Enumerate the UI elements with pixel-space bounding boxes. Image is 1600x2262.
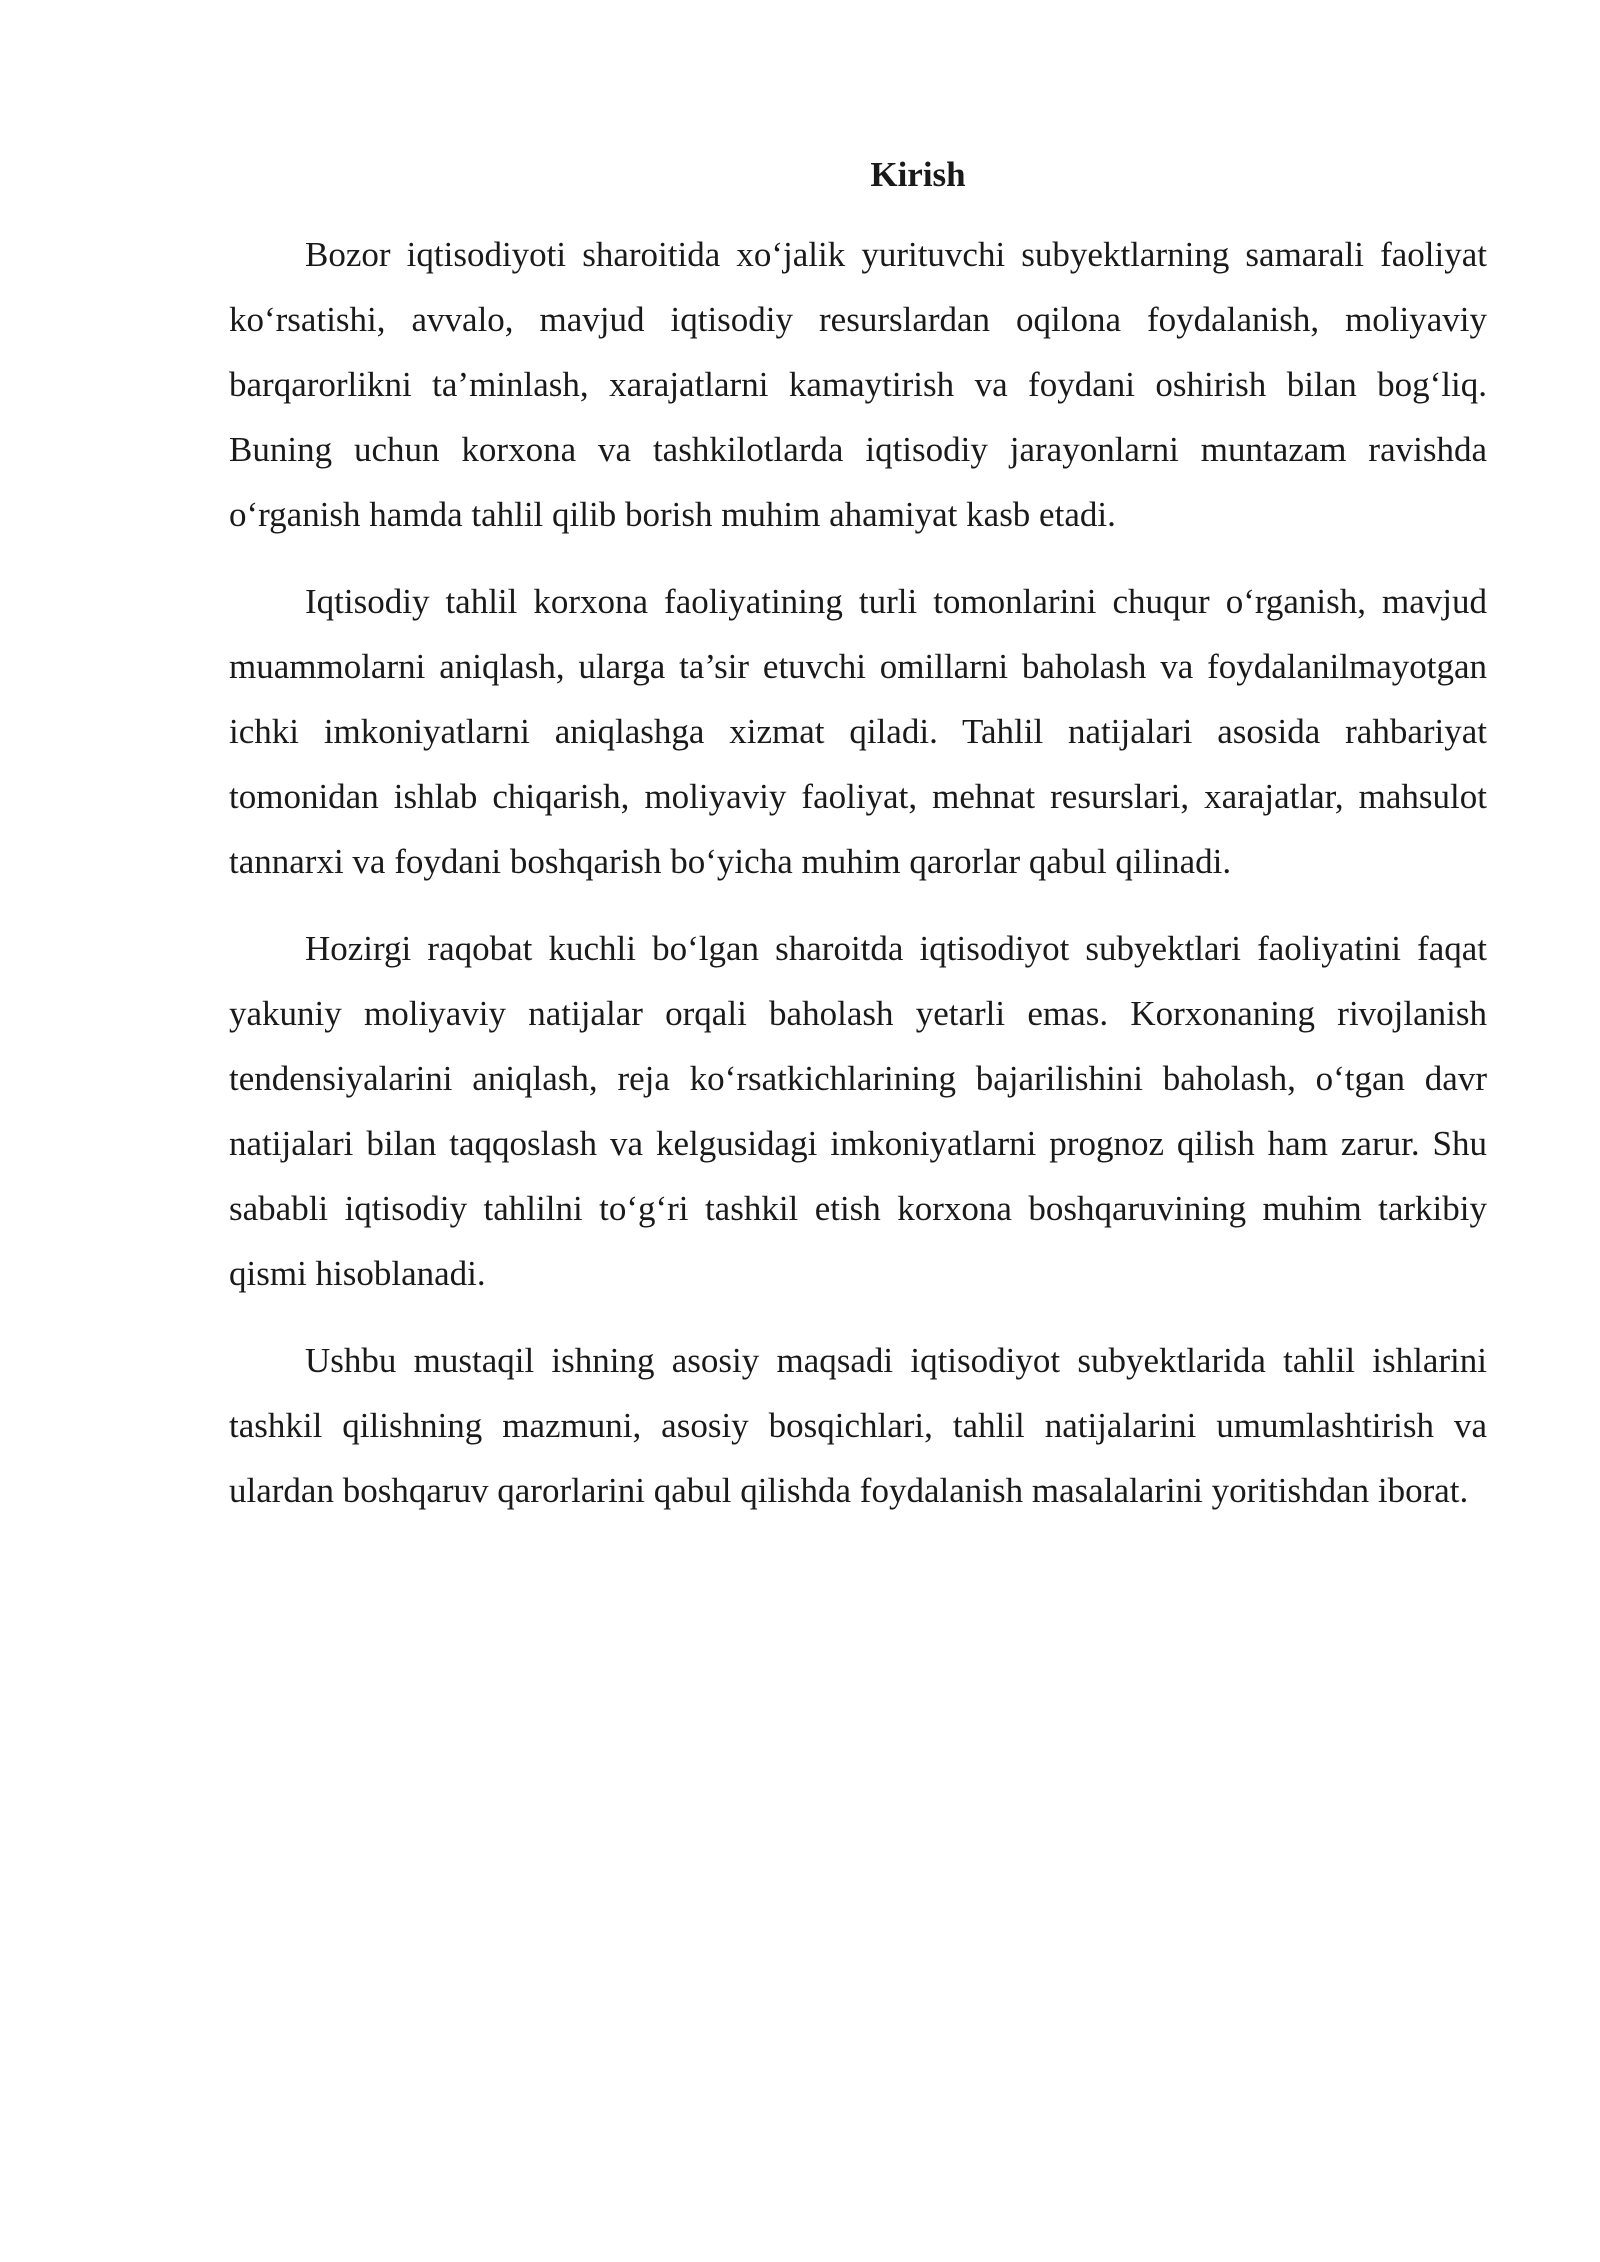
document-body [229,150,1487,1545]
paragraph: Iqtisodiy tahlil korxona faoliyatining turli tomonlarini chuqur o‘rganish, mavjud muammolarni aniqlash, ularga ta’sir etuvchi omillarni baholash va foydalanilmayotgan ichki imkoniyatlarni aniqlashga xizmat qiladi. Tahlil natijalari asosida rahbariyat tomonidan ishlab chiqarish, moliyaviy faoliyat, mehnat resurslari, xarajatlar, mahsulot tannarxi va foydani boshqarish bo‘yicha muhim qarorlar qabul qilinadi. [229,582,1487,881]
paragraph: Ushbu mustaqil ishning asosiy maqsadi iqtisodiyot subyektlarida tahlil ishlarini tashkil qilishning mazmuni, asosiy bosqichlari, tahlil natijalarini umumlashtirish va ulardan boshqaruv qarorlarini qabul qilishda foydalanish masalalarini yoritishdan iborat. [229,1341,1487,1510]
paragraph: Bozor iqtisodiyoti sharoitida xo‘jalik yurituvchi subyektlarning samarali faoliyat ko‘rsatishi, avvalo, mavjud iqtisodiy resurslardan oqilona foydalanish, moliyaviy barqarorlikni ta’minlash, xarajatlarni kamaytirish va foydani oshirish bilan bog‘liq. Buning uchun korxona va tashkilotlarda iqtisodiy jarayonlarni muntazam ravishda o‘rganish hamda tahlil qilib borish muhim ahamiyat kasb etadi. [229,235,1487,534]
page-title: Kirish [870,155,966,194]
paragraph: Hozirgi raqobat kuchli bo‘lgan sharoitda iqtisodiyot subyektlari faoliyatini faqat yakuniy moliyaviy natijalar orqali baholash yetarli emas. Korxonaning rivojlanish tendensiyalarini aniqlash, reja ko‘rsatkichlarining bajarilishini baholash, o‘tgan davr natijalari bilan taqqoslash va kelgusidagi imkoniyatlarni prognoz qilish ham zarur. Shu sababli iqtisodiy tahlilni to‘g‘ri tashkil etish korxona boshqaruvining muhim tarkibiy qismi hisoblanadi. [229,929,1487,1293]
